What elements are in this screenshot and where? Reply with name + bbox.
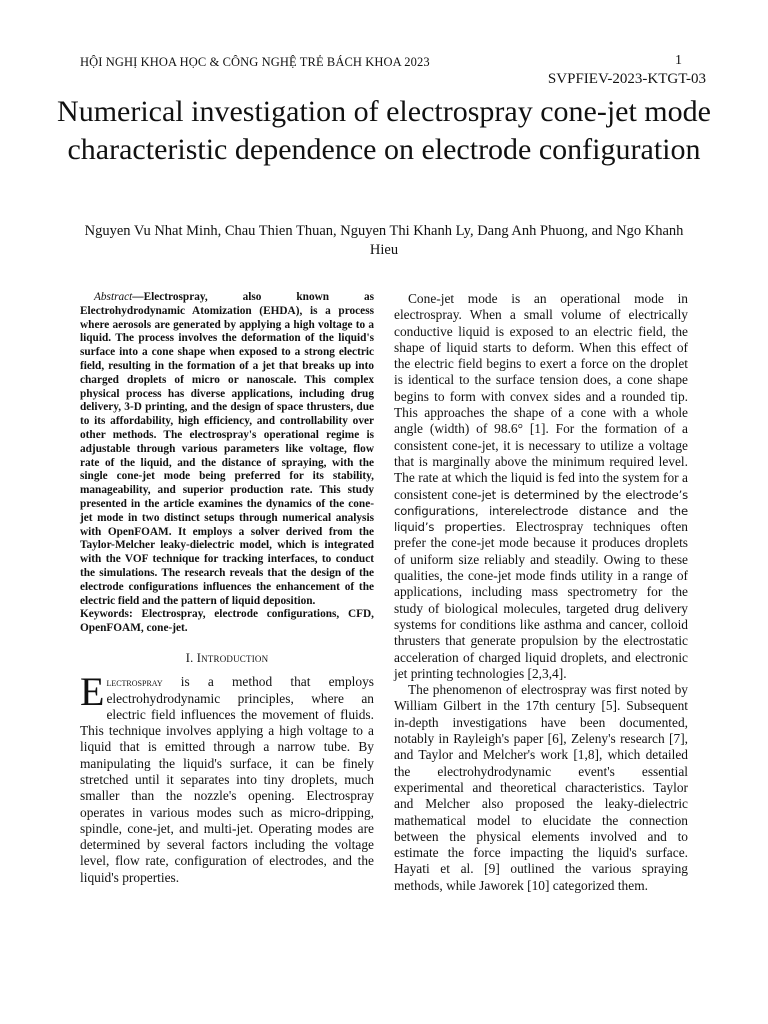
- drop-cap: E: [80, 669, 105, 715]
- right-column: [394, 291, 688, 894]
- abstract-text: —Electrospray, also known as Electrohydrodynamic Atomization (EHDA), is a process where aerosols are generated by applying a high voltage to a liquid. The process involves the deformation of the liquid's surface into a cone shape when exposed to a strong electric field, resulting in the formation of a jet that breaks up into charged droplets of micro or nanoscale. This complex physical process has diverse applications, including drug delivery, 3-D printing, and the design of space thrusters, due to its affordability, high efficiency, and controllability over other methods. The electrospray's operational regime is adjustable through various parameters like voltage, flow rate of the liquid, and the distance of spraying, with the single cone-jet mode being preferred for its stability, manageability, and superior production rate. This study presented in the article examines the dynamics of the cone-jet mode in two distinct setups through numerical analysis with OpenFOAM. It employs a solver derived from the Taylor-Melcher leaky-dielectric model, which is integrated with the VOF technique for tracking interfaces, to conduct the simulations. The research reveals that the design of the electrode configurations influences the enhancement of the electric field and the pattern of liquid deposition.: [80, 291, 374, 607]
- paper-code: SVPFIEV-2023-KTGT-03: [547, 71, 706, 87]
- first-word: lectrospray: [106, 675, 163, 690]
- paper-title: Numerical investigation of electrospray cone-jet mode characteristic dependence on electrode configuration: [57, 95, 711, 166]
- abstract: [80, 291, 374, 636]
- paragraph-history: The phenomenon of electrospray was first noted by William Gilbert in the 17th century [5]. Subsequent in-depth investigations have been documented, notably in Rayleigh's paper [6], Zeleny's research [7], and Taylor and Melcher's work [1,8], which detailed the electrohydrodynamic event's essential experimental and theoretical characteristics. Taylor and Melcher also proposed the leaky-dielectric mathematical model to elucidate the connection between the physical elements involved and to estimate the force impacting the liquid's surface. Hayati et al. [9] outlined the various spraying methods, while Jaworek [10] categorized them.: [394, 682, 688, 893]
- introduction-text: is a method that employs electrohydrodynamic principles, where an electric field influences the movement of fluids. This technique involves applying a high voltage to a liquid that is emitted through a narrow tube. By manipulating the liquid's surface, it can be finely stretched until it separates into tiny droplets, much smaller than the nozzle's opening. Electrospray operates in various modes such as micro-dripping, spindle, cone-jet, and multi-jet. Operating modes are determined by several factors including the voltage level, flow rate, configuration of electrodes, and the liquid's properties.: [80, 674, 374, 885]
- introduction-body: [80, 669, 374, 886]
- page-number: 1: [675, 53, 682, 68]
- section-title: Introduction: [196, 650, 269, 665]
- abstract-label: Abstract: [94, 291, 133, 303]
- paragraph-cone-jet: [394, 291, 688, 682]
- keywords: Keywords: Electrospray, electrode configurations, CFD, OpenFOAM, cone-jet.: [80, 608, 374, 635]
- conference-header: HỘI NGHỊ KHOA HỌC & CÔNG NGHỆ TRẺ BÁCH KHOA 2023: [80, 55, 430, 69]
- left-column: [80, 291, 374, 886]
- author-list: Nguyen Vu Nhat Minh, Chau Thien Thuan, Nguyen Thi Khanh Ly, Dang Anh Phuong, and Ngo Khanh Hieu: [84, 223, 684, 258]
- paragraph-cone-jet-part1: Cone-jet mode is an operational mode in electrospray. When a small volume of electrically conductive liquid is exposed to an electric field, the shape of liquid starts to deform. When this effect of the electric field begins to exert a force on the droplet is identical to the surface tension does, a cone shape begins to form with convex sides and a rounded tip. This approaches the shape of a cone with a whole angle (width) of 98.6° [1]. For the formation of a consistent cone-jet, it is necessary to utilize a voltage that is marginally above the minimum required level. The rate at which the liquid is fed into the system for a consistent cone-: [394, 291, 688, 502]
- paragraph-cone-jet-part2: jet is determined by the electrode’s configurations, interelectrode distance and the liquid’s properties.: [394, 487, 688, 535]
- paragraph-cone-jet-part3: Electrospray techniques often prefer the cone-jet mode because it produces droplets of uniform size reliably and steadily. Owing to these qualities, the cone-jet mode finds utility in a range of applications, including mass spectrometry for the study of biological molecules, targeted drug delivery systems for conditions like asthma and cancer, colloid thrusters that generate propulsion by the electrostatic acceleration of charged liquid droplets, and electronic jet printing technologies [2,3,4].: [394, 519, 688, 681]
- section-number: I.: [185, 650, 194, 665]
- section-heading-introduction: [80, 650, 374, 666]
